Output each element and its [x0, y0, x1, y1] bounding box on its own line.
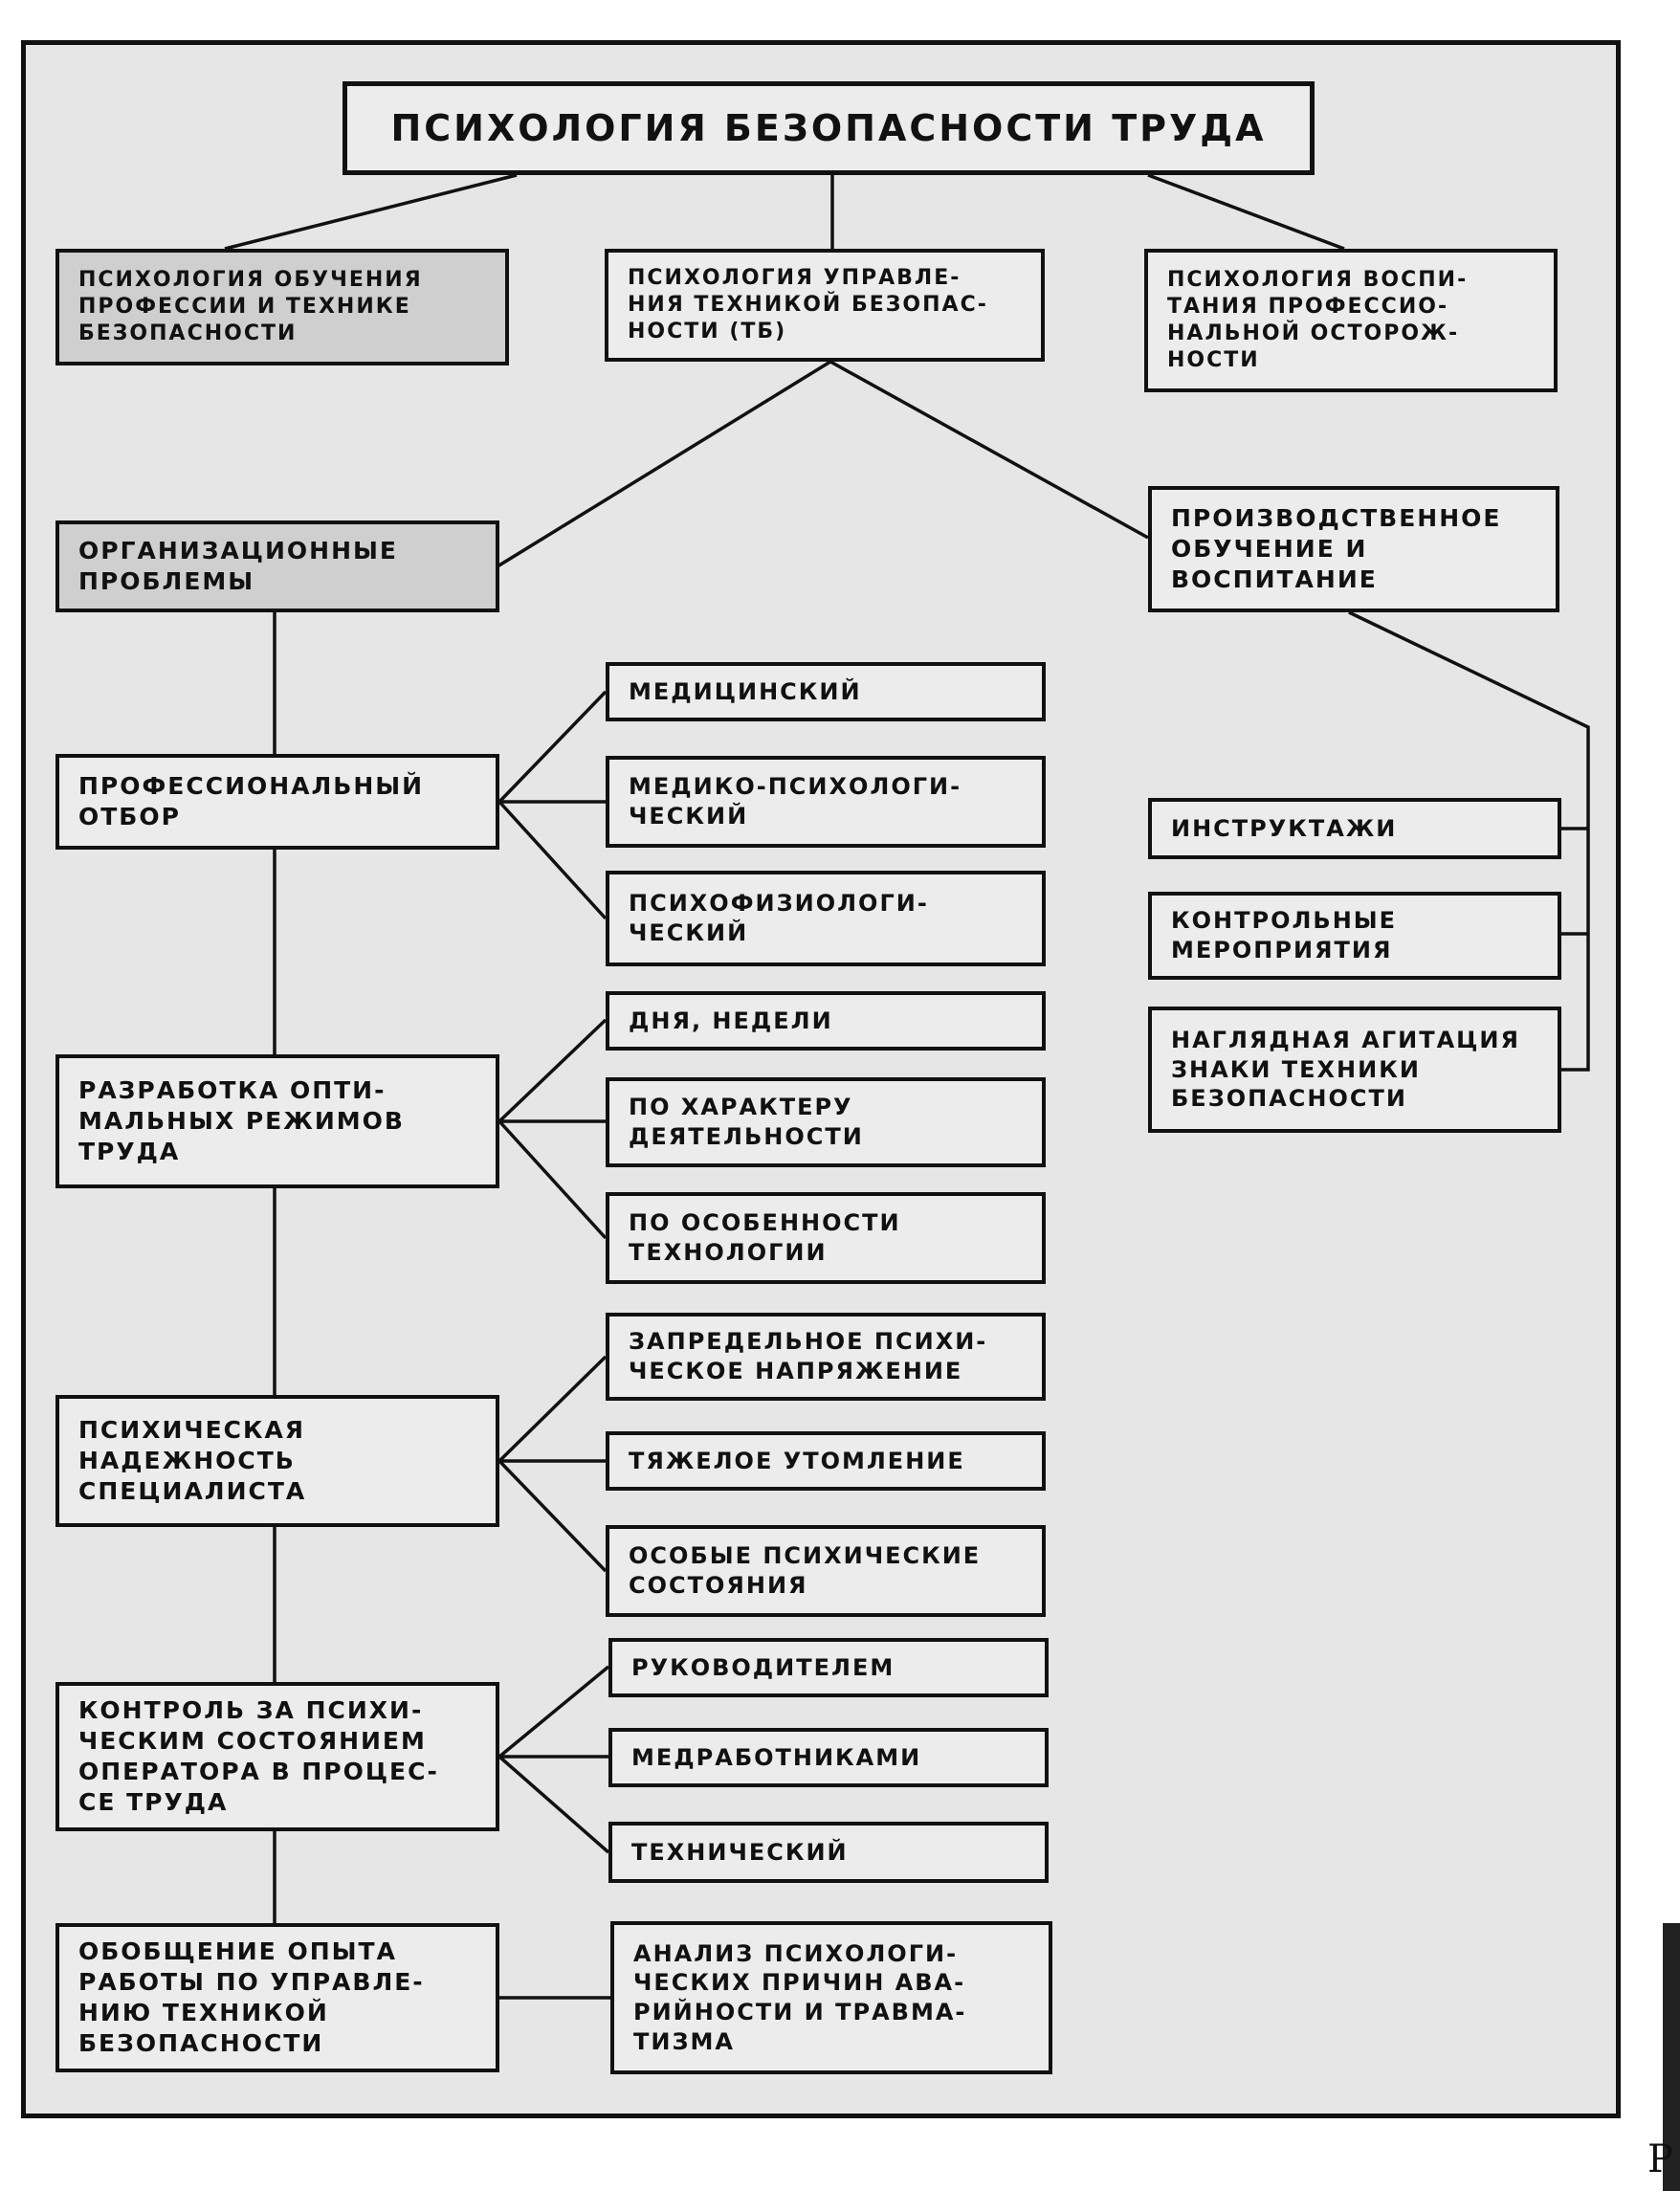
reliability-special-states: ОСОБЫЕ ПСИХИЧЕСКИЕ СОСТОЯНИЯ	[606, 1525, 1046, 1617]
selection-medico-psychological: МЕДИКО-ПСИХОЛОГИ- ЧЕСКИЙ	[606, 756, 1046, 848]
branch-education-psychology: ПСИХОЛОГИЯ ВОСПИ- ТАНИЯ ПРОФЕССИО- НАЛЬНОЙ ОСТОРОЖ- НОСТИ	[1144, 249, 1558, 392]
industrial-training-box: ПРОИЗВОДСТВЕННОЕ ОБУЧЕНИЕ И ВОСПИТАНИЕ	[1148, 486, 1559, 612]
connector-reliability-item-1	[499, 1357, 606, 1461]
control-by-manager: РУКОВОДИТЕЛЕМ	[608, 1638, 1049, 1697]
training-control-measures: КОНТРОЛЬНЫЕ МЕРОПРИЯТИЯ	[1148, 892, 1561, 980]
connector-selection-item-1	[499, 692, 606, 802]
training-visual-agitation: НАГЛЯДНАЯ АГИТАЦИЯ ЗНАКИ ТЕХНИКИ БЕЗОПАСНОСТИ	[1148, 1007, 1561, 1133]
connector-control-item-1	[499, 1667, 608, 1757]
connector-management-to-training	[830, 362, 1148, 538]
diagram-title: ПСИХОЛОГИЯ БЕЗОПАСНОСТИ ТРУДА	[343, 81, 1315, 175]
edge-letter: Р	[1647, 2137, 1673, 2181]
mental-reliability-box: ПСИХИЧЕСКАЯ НАДЕЖНОСТЬ СПЕЦИАЛИСТА	[55, 1395, 499, 1527]
organizational-problems-box: ОРГАНИЗАЦИОННЫЕ ПРОБЛЕМЫ	[55, 520, 499, 612]
accident-analysis: АНАЛИЗ ПСИХОЛОГИ- ЧЕСКИХ ПРИЧИН АВА- РИЙНОСТИ И ТРАВМА- ТИЗМА	[610, 1921, 1052, 2074]
branch-training-psychology: ПСИХОЛОГИЯ ОБУЧЕНИЯ ПРОФЕССИИ И ТЕХНИКЕ БЕЗОПАСНОСТИ	[55, 249, 509, 365]
connector-selection-item-3	[499, 802, 606, 918]
work-regimes-box: РАЗРАБОТКА ОПТИ- МАЛЬНЫХ РЕЖИМОВ ТРУДА	[55, 1054, 499, 1188]
connector-reliability-item-3	[499, 1461, 606, 1571]
connector-title-to-branch-1	[225, 175, 517, 249]
training-briefings: ИНСТРУКТАЖИ	[1148, 798, 1561, 859]
connector-management-to-organizational	[497, 362, 830, 566]
connector-title-to-branch-3	[1148, 175, 1344, 249]
reliability-heavy-fatigue: ТЯЖЕЛОЕ УТОМЛЕНИЕ	[606, 1431, 1046, 1491]
regimes-day-week: ДНЯ, НЕДЕЛИ	[606, 991, 1046, 1051]
selection-medical: МЕДИЦИНСКИЙ	[606, 662, 1046, 721]
reliability-extreme-stress: ЗАПРЕДЕЛЬНОЕ ПСИХИ- ЧЕСКОЕ НАПРЯЖЕНИЕ	[606, 1313, 1046, 1401]
experience-summary-box: ОБОБЩЕНИЕ ОПЫТА РАБОТЫ ПО УПРАВЛЕ- НИЮ ТЕХНИКОЙ БЕЗОПАСНОСТИ	[55, 1923, 499, 2072]
regimes-technology: ПО ОСОБЕННОСТИ ТЕХНОЛОГИИ	[606, 1192, 1046, 1284]
connector-control-item-3	[499, 1757, 608, 1852]
connector-regimes-item-3	[499, 1121, 606, 1238]
branch-management-psychology: ПСИХОЛОГИЯ УПРАВЛЕ- НИЯ ТЕХНИКОЙ БЕЗОПАС- НОСТИ (ТБ)	[605, 249, 1045, 362]
professional-selection-box: ПРОФЕССИОНАЛЬНЫЙ ОТБОР	[55, 754, 499, 850]
connector-regimes-item-1	[499, 1020, 606, 1121]
regimes-activity-type: ПО ХАРАКТЕРУ ДЕЯТЕЛЬНОСТИ	[606, 1077, 1046, 1167]
operator-control-box: КОНТРОЛЬ ЗА ПСИХИ- ЧЕСКИМ СОСТОЯНИЕМ ОПЕРАТОРА В ПРОЦЕС- СЕ ТРУДА	[55, 1682, 499, 1831]
control-technical: ТЕХНИЧЕСКИЙ	[608, 1822, 1049, 1883]
selection-psychophysiological: ПСИХОФИЗИОЛОГИ- ЧЕСКИЙ	[606, 871, 1046, 966]
control-by-medics: МЕДРАБОТНИКАМИ	[608, 1728, 1049, 1787]
